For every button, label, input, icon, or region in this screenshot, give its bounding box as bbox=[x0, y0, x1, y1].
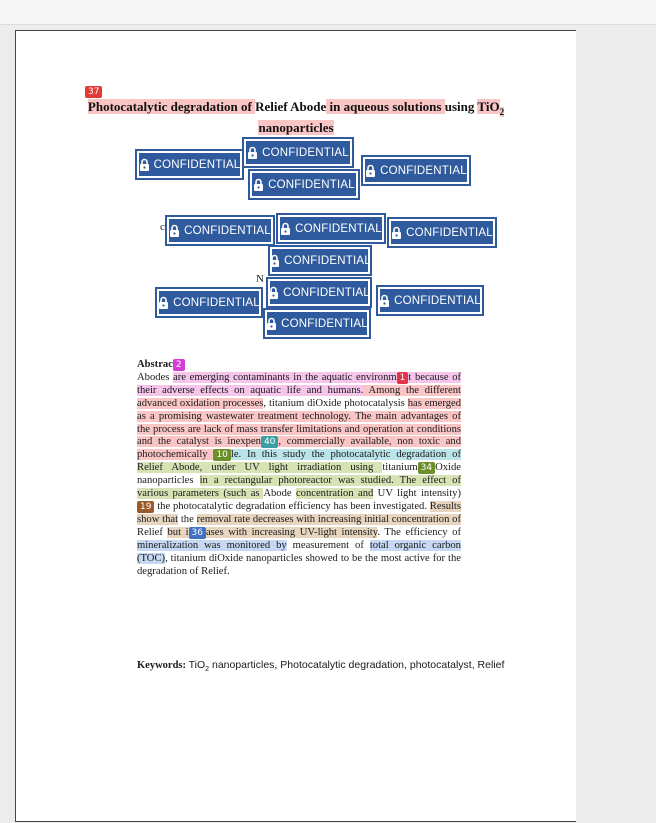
abstract-heading-badge: 2 bbox=[173, 359, 185, 371]
title-segment: nanoparticles bbox=[258, 119, 334, 135]
lock-icon bbox=[268, 286, 279, 299]
redaction-box: CONFIDENTIAL bbox=[278, 215, 384, 242]
lock-icon bbox=[139, 158, 150, 171]
abstract-text-segment: , titanium diOxide nanoparticles showed to be the most active for the degradation of Relief. bbox=[137, 552, 461, 577]
paper-title bbox=[86, 99, 506, 136]
abstract-text-segment: the photocatalytic degradation efficiency has been investigated. bbox=[154, 500, 430, 512]
title-segment: TiO bbox=[477, 99, 500, 114]
title-segment: 2 bbox=[499, 106, 505, 117]
abstract-text-segment: , commercially available, non toxic and photochemically bbox=[137, 436, 461, 461]
title-segment: using bbox=[444, 99, 478, 114]
abstract-text-segment: Among the different advanced oxidation processes bbox=[137, 384, 461, 409]
viewer-top-bar bbox=[0, 0, 656, 25]
abstract-text-segment: Abodes bbox=[137, 371, 174, 383]
annotation-badge: 19 bbox=[137, 501, 154, 513]
abstract-text-segment: total organic carbon (TOC) bbox=[137, 539, 461, 564]
abstract-text-segment: concentration and bbox=[295, 488, 374, 500]
keywords-line bbox=[137, 659, 537, 673]
lock-icon bbox=[169, 224, 180, 237]
redaction-box: CONFIDENTIAL bbox=[378, 287, 482, 314]
stray-char: c bbox=[160, 221, 165, 233]
redaction-box: CONFIDENTIAL bbox=[363, 157, 469, 184]
abstract-text-segment: the bbox=[178, 513, 197, 525]
abstract-text-segment: . The efficiency of bbox=[377, 526, 461, 538]
annotation-badge: 10 bbox=[213, 449, 230, 461]
abstract-text-segment: but i bbox=[167, 526, 189, 538]
annotation-badge: 36 bbox=[189, 527, 206, 539]
abstract-text-segment: mineralization was monitored by bbox=[137, 539, 287, 551]
abstract-heading: Abstrac bbox=[137, 359, 173, 370]
stray-char: N bbox=[256, 273, 264, 285]
abstract-text-segment: removal rate decreases with increasing initial concentration of bbox=[196, 513, 461, 525]
redaction-box: CONFIDENTIAL bbox=[157, 289, 261, 316]
lock-icon bbox=[365, 164, 376, 177]
redaction-box: CONFIDENTIAL bbox=[250, 171, 358, 198]
abstract-text-segment: , titanium diOxide photocatalysis bbox=[263, 397, 408, 409]
redaction-box: CONFIDENTIAL bbox=[265, 310, 369, 337]
lock-icon bbox=[247, 146, 258, 159]
abstract-text-segment: t because of their adverse effects on aquatic life and humans. bbox=[137, 371, 462, 396]
lock-icon bbox=[266, 317, 277, 330]
abstract-text-segment: in a rectangular photoreactor was studied. bbox=[199, 475, 394, 487]
redaction-box: CONFIDENTIAL bbox=[389, 219, 495, 246]
redaction-box: CONFIDENTIAL bbox=[270, 247, 370, 274]
abstract-text-segment: Relief bbox=[137, 526, 168, 538]
abstract-text-segment: le. In this study the photocatalytic degradation of bbox=[230, 449, 461, 461]
abstract-text-segment: Oxide nanoparticles bbox=[137, 462, 461, 487]
abstract-body bbox=[137, 372, 461, 577]
abstract-text-segment: are emerging contaminants in the aquatic environm bbox=[173, 371, 397, 383]
annotation-badge: 34 bbox=[418, 462, 435, 474]
redaction-box: CONFIDENTIAL bbox=[268, 279, 370, 306]
document-page bbox=[15, 30, 576, 822]
abstract-text-segment: Relief Abode, under UV light irradiation using bbox=[137, 462, 383, 474]
title-segment: Photocatalytic degradation of bbox=[87, 99, 256, 114]
redaction-box: CONFIDENTIAL bbox=[167, 217, 273, 244]
redaction-box: CONFIDENTIAL bbox=[137, 151, 242, 178]
lock-icon bbox=[280, 222, 291, 235]
lock-icon bbox=[379, 294, 390, 307]
title-segment: Relief Abode bbox=[255, 99, 327, 114]
abstract-text-segment: measurement of bbox=[286, 539, 370, 551]
lock-icon bbox=[158, 296, 169, 309]
keywords-value: TiO$_2$ nanoparticles, Photocatalytic degradation, photocatalyst, Relief bbox=[188, 659, 505, 674]
lock-icon bbox=[269, 254, 280, 267]
lock-icon bbox=[253, 178, 264, 191]
title-badge: 37 bbox=[85, 86, 102, 98]
annotation-badge: 40 bbox=[261, 436, 278, 448]
lock-icon bbox=[391, 226, 402, 239]
abstract-text-segment: Results show that bbox=[137, 500, 461, 525]
abstract-text-segment: has emerged as a promising wastewater treatment technology. The main advantages of the process are lack of mass transfer limitations and operation at conditions and the catalyst is inexpen bbox=[137, 397, 461, 448]
abstract-text-segment: Abode bbox=[263, 488, 296, 500]
annotation-badge: 1 bbox=[397, 372, 409, 384]
abstract-text-segment: ases with increasing UV-light intensity bbox=[205, 526, 378, 538]
abstract-section bbox=[137, 359, 461, 578]
title-segment: in aqueous solutions bbox=[326, 99, 445, 114]
abstract-text-segment: UV light intensity) bbox=[373, 488, 461, 500]
abstract-text-segment: titanium bbox=[382, 462, 418, 474]
abstract-text-segment: The effect of various parameters (such as bbox=[137, 475, 461, 500]
keywords-label: Keywords: bbox=[137, 660, 186, 671]
redaction-box: CONFIDENTIAL bbox=[244, 139, 352, 166]
